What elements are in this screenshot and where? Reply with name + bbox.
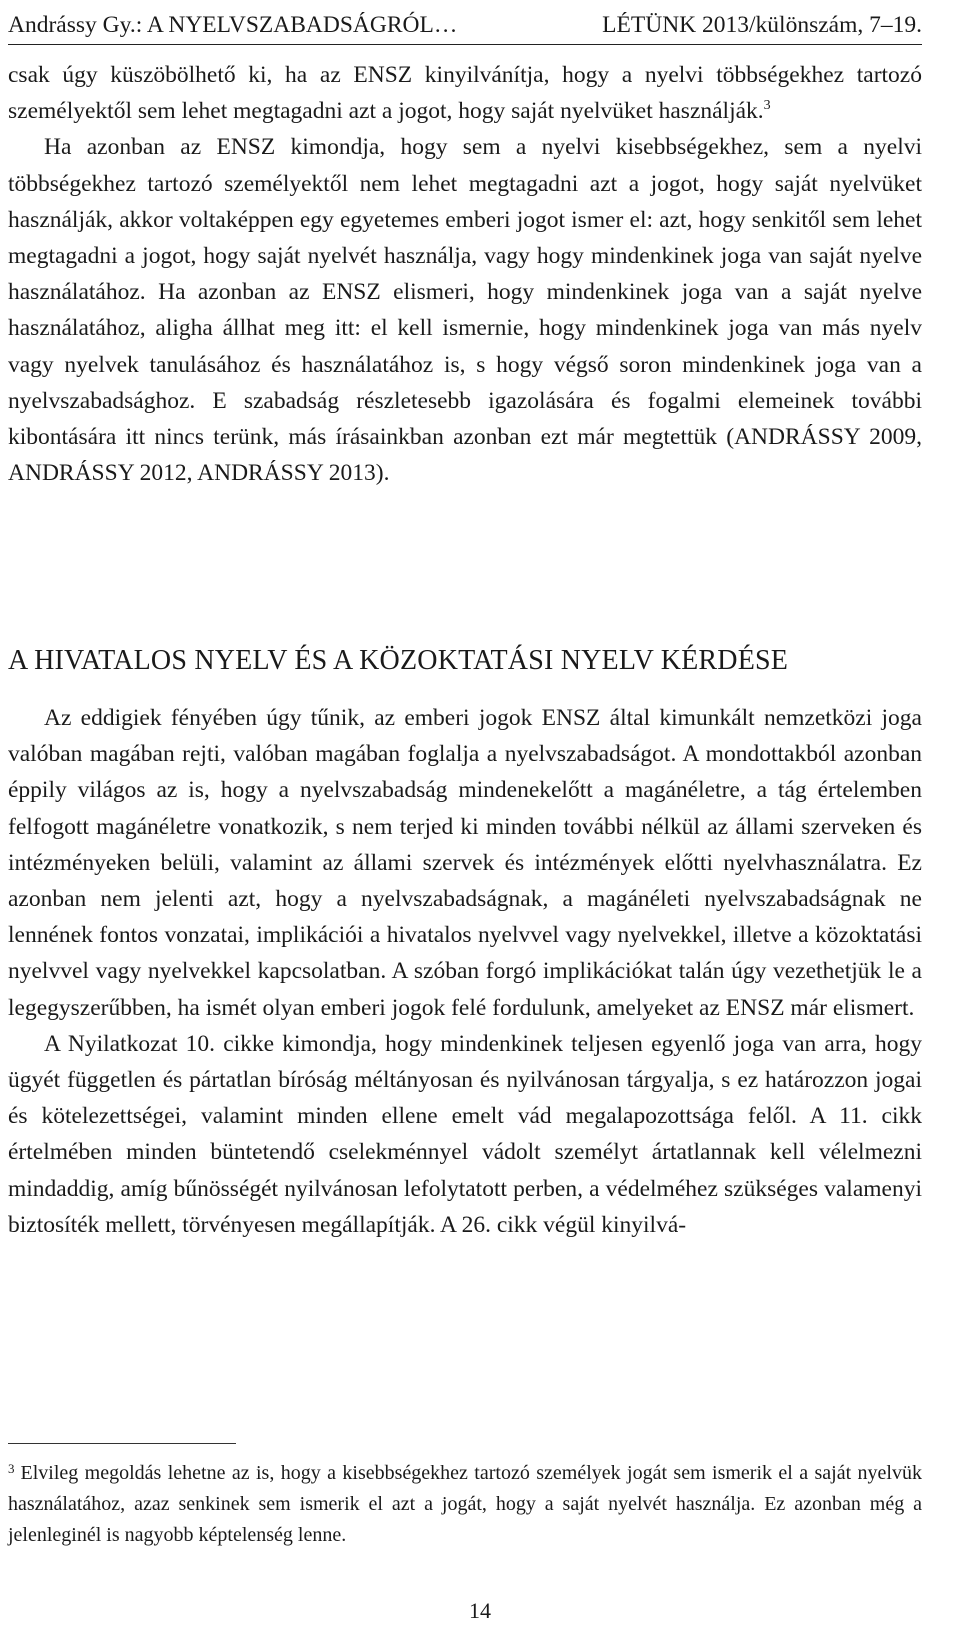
header-journal-info: LÉTÜNK 2013/különszám, 7–19. [602, 12, 922, 38]
footnote-divider [8, 1443, 236, 1444]
footnote-reference[interactable]: 3 [763, 98, 771, 114]
header-author-title: Andrássy Gy.: A NYELVSZABADSÁGRÓL… [8, 12, 458, 38]
footnote [8, 1458, 922, 1551]
paragraph-text: csak úgy küszöbölhető ki, ha az ENSZ kinyilvánítja, hogy a nyelvi többségekhez tartozó személyektől sem lehet megtagadni azt a jogot, hogy saját nyelvüket használják. [8, 62, 922, 125]
section-heading: A HIVATALOS NYELV ÉS A KÖZOKTATÁSI NYELV KÉRDÉSE [8, 645, 789, 676]
section-2-body [8, 700, 922, 1243]
footnote-text: Elvileg megoldás lehetne az is, hogy a kisebbségekhez tartozó személyek jogát sem ismerik el a saját nyelvük használatához, azaz senkinek sem ismerik el azt a jogát, hogy a saját nyelvét használja. Ez azonban még a jelenleginél is nagyobb képtelenség lenne. [8, 1462, 922, 1546]
running-header [8, 6, 922, 45]
paragraph: Az eddigiek fényében úgy tűnik, az emberi jogok ENSZ által kimunkált nemzetközi joga valóban magában rejti, valóban magában foglalja a nyelvszabadságot. A mondottakból azonban éppily világos az is, hogy a nyelvszabadság mindenekelőtt a magánéletre, a tág értelemben felfogott magánéletre vonatkozik, s nem terjed ki minden további nélkül az állami szerveken és intézményeken belüli, valamint az állami szervek és intézmények előtti nyelvhasználatra. Ez azonban nem jelenti azt, hogy a nyelvszabadságnak, a magánéleti nyelvszabadságnak ne lennének fontos vonzatai, implikációi a hivatalos nyelvvel vagy nyelvekkel, illetve a közoktatási nyelvvel vagy nyelvekkel kapcsolatban. A szóban forgó implikációkat talán úgy vezethetjük le a legegyszerűbben, ha ismét olyan emberi jogok felé fordulunk, amelyeket az ENSZ már elismert. [8, 705, 922, 1021]
section-1-body [8, 57, 922, 491]
paragraph: A Nyilatkozat 10. cikke kimondja, hogy mindenkinek teljesen egyenlő joga van arra, hogy ügyét független és pártatlan bíróság méltányosan és nyilvánosan tárgyalja, s ez határozzon jogai és kötelezettségei, valamint minden ellene emelt vád megalapozottsága felől. A 11. cikk értelmében minden büntetendő cselekménnyel vádolt személyt ártatlannak kell vélelmezni mindaddig, amíg bűnösségét nyilvánosan lefolytatott perben, a védelméhez szükséges valamenyi biztosíték mellett, törvényesen megállapítják. A 26. cikk végül kinyilvá- [8, 1030, 922, 1238]
paragraph: Ha azonban az ENSZ kimondja, hogy sem a nyelvi kisebbségekhez, sem a nyelvi többségekhez tartozó személyektől nem lehet megtagadni azt a jogot, hogy saját nyelvüket használják, akkor voltaképpen egy egyetemes emberi jogot ismer el: azt, hogy senkitől sem lehet megtagadni a jogot, hogy saját nyelvét használja, vagy hogy mindenkinek joga van saját nyelve használatához. Ha azonban az ENSZ elismeri, hogy mindenkinek joga van a saját nyelve használatához, aligha állhat meg itt: el kell ismernie, hogy mindenkinek joga van más nyelv vagy nyelvek tanulásához és használatához is, s hogy végső soron mindenkinek joga van a nyelvszabadsághoz. E szabadság részletesebb igazolására és fogalmi elemeinek további kibontására itt nincs terünk, más írásainkban azonban ezt már megtettük (ANDRÁSSY 2009, ANDRÁSSY 2012, ANDRÁSSY 2013). [8, 134, 922, 487]
page-number: 14 [469, 1598, 491, 1623]
footnote-number: 3 [8, 1461, 15, 1476]
paragraph-continued [8, 57, 922, 129]
